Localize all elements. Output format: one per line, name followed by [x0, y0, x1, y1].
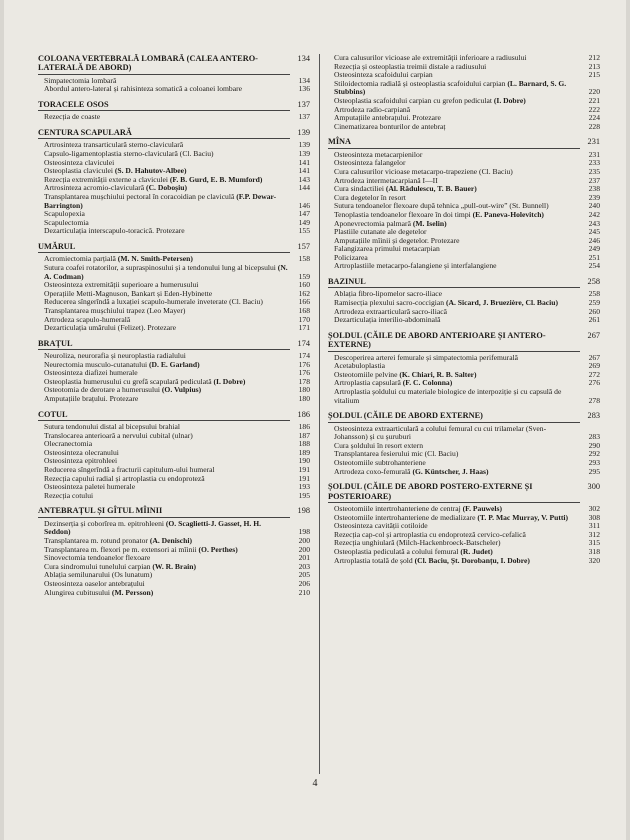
entry-text: Sutura tendonului distal al bicepsului brahial [44, 422, 181, 432]
entry-text: Cura șoldului în resort extern [334, 440, 423, 450]
section-heading [38, 339, 310, 348]
entry-text: Dezarticulația interilio-abdominală [334, 315, 441, 325]
entry-text: Rezecția cotului [44, 490, 94, 500]
entry-text: Tenoplastia tendoanelor flexoare în doi timpi (E. Paneva-Holevitch) [334, 209, 544, 219]
entry-page: 190 [298, 456, 310, 466]
entry-text: Cura degetelor în resort [334, 192, 406, 202]
entry-text: Alungirea cubitusului (M. Persson) [44, 587, 154, 597]
entry-page: 162 [298, 288, 310, 298]
toc-entry [328, 80, 600, 97]
entry-text: Sutura tendoanelor flexoare după tehnica „pull-out-wire” (St. Bunnell) [334, 201, 549, 211]
section-page: 157 [297, 241, 310, 251]
entry-text: Osteoplastia pediculată a colului femural (R. Judet) [334, 546, 493, 556]
entry-text: Simpatectomia lombară [44, 75, 117, 85]
entry-text: Osteosinteza paletei humerale [44, 482, 136, 492]
section-page: 300 [587, 482, 600, 492]
entry-text: Capsulo-ligamentoplastia sterno-claviculară (Cl. Baciu) [44, 149, 214, 158]
entry-text: Artrodeza coxo-femurală (G. Küntscher, J. Haas) [334, 466, 489, 476]
entry-page: 186 [298, 422, 310, 432]
entry-page: 180 [298, 394, 310, 404]
entry-text: Rezecția de coaste [44, 112, 101, 122]
entry-text: Transplantarea mușchiului pectoral în coracoidian pe claviculă (F.P. Dewar-Barrington) [44, 191, 277, 210]
entry-text: Scapulectomia [44, 217, 89, 227]
entry-page: 315 [588, 538, 600, 548]
entry-text: Osteosinteza epitrohleei [44, 456, 118, 466]
entry-text: Artrosinteza acromio-claviculară (C. Doboșiu) [44, 183, 187, 193]
section-heading [38, 410, 310, 419]
entry-text: Transplantarea fesierului mic (Cl. Baciu) [334, 449, 459, 459]
entry-page: 159 [298, 271, 310, 281]
section-page: 137 [297, 100, 310, 109]
entry-text: Neuroliza, neurorafia și neuroplastia radialului [44, 351, 186, 361]
section-heading [38, 242, 310, 251]
entry-text: Cura sindromului tunelului carpian (W. R. Brain) [44, 561, 197, 571]
entry-text: Dezinserția și coborîrea m. epitrohleeni (O. Scaglietti-J. Gasset, H. H. Seddon) [44, 518, 261, 537]
toc-entry [328, 388, 600, 405]
heading-rule [38, 110, 290, 111]
entry-text: Osteosinteza scafoidului carpian [334, 70, 433, 80]
entry-text: Cura calusurilor vicioase metacarpo-trapeziene (Cl. Baciu) [334, 166, 513, 176]
entry-page: 254 [588, 261, 600, 271]
entry-page: 166 [298, 297, 310, 307]
entry-page: 203 [298, 561, 310, 571]
entry-text: Ramisecția plexului sacro-coccigian (A. Sicard, J. Bruezière, Cl. Baciu) [334, 298, 559, 308]
entry-page: 141 [298, 157, 310, 167]
entry-page: 189 [298, 447, 310, 457]
entry-page: 136 [298, 84, 310, 94]
entry-page: 198 [298, 527, 310, 537]
entry-page: 176 [298, 368, 310, 378]
entry-text: Osteotomiile intertrohanteriene de centraj (F. Pauwels) [334, 504, 502, 513]
entry-page: 205 [298, 570, 310, 580]
entry-text: Transplantarea m. flexori pe m. extensori ai mîinii (O. Perthes) [44, 544, 238, 554]
section-page: 139 [297, 128, 310, 137]
toc-entry [38, 264, 310, 281]
entry-page: 213 [588, 61, 600, 71]
entry-text: Osteosinteza oaselor antebrațului [44, 578, 145, 588]
entry-text: Osteotomiile intertrohanteriene de medializare (T. P. Mac Murray, V. Putti) [334, 512, 569, 522]
entry-text: Amputațiile antebrațului. Protezare [334, 113, 441, 123]
section-heading [328, 482, 600, 501]
entry-page: 137 [298, 112, 310, 122]
heading-rule [38, 138, 290, 139]
entry-text: Rezecția extremității externe a claviculei (F. B. Gurd, E. B. Mumford) [44, 174, 263, 184]
entry-page: 139 [298, 140, 310, 150]
entry-page: 178 [298, 376, 310, 386]
section-title: ANTEBRAȚUL ȘI GÎTUL MÎINII [38, 506, 163, 516]
toc-entry [38, 324, 310, 333]
entry-text: Cinematizarea bonturilor de antebraț [334, 121, 446, 131]
entry-page: 143 [298, 174, 310, 184]
section-page: 186 [297, 409, 310, 419]
section-title: ȘOLDUL (CĂILE DE ABORD EXTERNE) [328, 411, 483, 421]
entry-page: 144 [298, 183, 310, 193]
toc-entry [328, 425, 600, 442]
section-heading [328, 411, 600, 420]
toc-entry [38, 589, 310, 598]
heading-rule [328, 287, 580, 288]
entry-text: Policizarea [334, 252, 368, 262]
entry-page: 220 [588, 87, 600, 97]
entry-text: Osteotomiile pelvine (K. Chiari, R. B. Salter) [334, 369, 477, 379]
entry-page: 320 [588, 555, 600, 565]
entry-page: 235 [588, 166, 600, 176]
section-title: BAZINUL [328, 277, 366, 287]
entry-page: 278 [588, 395, 600, 405]
entry-text: Stiloidectomia radială și osteoplastia scafoidului carpian (L. Barnard, S. G. Stubbins) [334, 78, 567, 97]
section-title: CENTURA SCAPULARĂ [38, 128, 132, 137]
section-page: 231 [587, 137, 600, 147]
entry-page: 206 [298, 578, 310, 588]
entry-page: 147 [298, 209, 310, 219]
entry-text: Rezecția unghiulară (Milch-Hackenbroeck-Batscheler) [334, 538, 501, 548]
section-gap [38, 597, 310, 603]
entry-page: 168 [298, 305, 310, 315]
entry-page: 201 [298, 553, 310, 563]
section-page: 174 [297, 338, 310, 348]
entry-page: 239 [588, 192, 600, 202]
entry-page: 243 [588, 218, 600, 228]
heading-rule [328, 422, 580, 423]
toc-entry [38, 492, 310, 501]
entry-text: Osteosinteza extremității superioare a humerusului [44, 280, 199, 290]
entry-page: 188 [298, 439, 310, 449]
entry-text: Osteosinteza diafizei humerale [44, 368, 138, 378]
entry-page: 269 [588, 361, 600, 371]
entry-text: Neurectomia musculo-cutanatului (D. E. Garland) [44, 359, 200, 369]
entry-page: 258 [588, 289, 600, 299]
entry-page: 293 [588, 458, 600, 467]
entry-text: Artrodeza radio-carpiană [334, 104, 411, 114]
entry-page: 290 [588, 440, 600, 450]
entry-text: Artroplastiile metacarpo-falangiene și interfalangiene [334, 261, 497, 271]
entry-text: Cura sindactiliei (Al. Rădulescu, T. B. Bauer) [334, 184, 477, 194]
entry-text: Artrosinteza transarticulară sterno-claviculară [44, 140, 184, 150]
toc-entry [38, 193, 310, 210]
entry-text: Plastiile cutanate ale degetelor [334, 227, 427, 237]
entry-page: 149 [298, 217, 310, 227]
section-title: COTUL [38, 409, 68, 419]
entry-page: 228 [588, 121, 600, 131]
entry-page: 195 [298, 490, 310, 500]
left-column [38, 54, 310, 774]
entry-text: Acromiectomia parțială (M. N. Smith-Petersen) [44, 254, 193, 264]
entry-page: 311 [588, 521, 600, 531]
entry-page: 210 [298, 587, 310, 597]
entry-page: 302 [588, 504, 600, 513]
entry-page: 191 [298, 465, 310, 475]
entry-text: Osteoplastia scafoidului carpian cu grefon pediculat (I. Dobre) [334, 95, 526, 105]
toc-entry [328, 557, 600, 566]
entry-text: Artroplastia capsulară (F. C. Colonna) [334, 378, 453, 388]
heading-rule [38, 74, 290, 75]
entry-page: 249 [588, 244, 600, 254]
entry-page: 212 [588, 54, 600, 62]
entry-page: 242 [588, 209, 600, 219]
entry-page: 221 [588, 95, 600, 105]
entry-page: 259 [588, 298, 600, 308]
entry-text: Osteosinteza metacarpienilor [334, 149, 423, 159]
entry-page: 261 [588, 315, 600, 325]
heading-rule [38, 420, 290, 421]
entry-text: Falangizarea primului metacarpian [334, 244, 440, 254]
entry-text: Reducerea sîngerîndă a fracturii capitulum-ului humeral [44, 465, 215, 475]
entry-page: 176 [298, 359, 310, 369]
entry-page: 238 [588, 184, 600, 194]
entry-text: Scapulopexia [44, 209, 85, 219]
toc-entry [38, 85, 310, 94]
entry-text: Aponevrectomia palmară (M. Iselin) [334, 218, 447, 228]
entry-page: 318 [588, 546, 600, 556]
entry-page: 237 [588, 175, 600, 185]
page-number: 4 [312, 778, 318, 789]
entry-page: 260 [588, 306, 600, 316]
entry-text: Artrodeza intermetacarpiană I—II [334, 175, 438, 185]
entry-page: 160 [298, 280, 310, 290]
entry-page: 170 [298, 314, 310, 324]
entry-text: Abordul antero-lateral și rahisinteza somatică a coloanei lombare [44, 84, 242, 94]
section-heading [328, 331, 600, 350]
section-page: 198 [297, 506, 310, 516]
toc-entry [38, 227, 310, 236]
section-page: 134 [297, 54, 310, 63]
entry-text: Transplantarea mușchiului trapez (Leo Mayer) [44, 305, 186, 315]
entry-page: 308 [588, 512, 600, 522]
section-title: UMĂRUL [38, 241, 76, 251]
entry-text: Osteosinteza extraarticulară a colului femural cu cui trilamelar (Sven-Johansson) și cu șuruburi [334, 423, 547, 442]
entry-page: 240 [588, 201, 600, 211]
section-heading [328, 277, 600, 286]
entry-page: 200 [298, 544, 310, 554]
toc-entry [328, 245, 600, 254]
section-title: BRAȚUL [38, 338, 73, 348]
entry-text: Osteosinteza claviculei [44, 157, 115, 167]
entry-text: Reducerea sîngerîndă a luxației scapulo-humerale inveterate (Cl. Baciu) [44, 297, 263, 307]
entry-page: 187 [298, 430, 310, 440]
entry-text: Osteosinteza olecranului [44, 447, 119, 457]
heading-rule [38, 349, 290, 350]
entry-text: Artroplastia totală de șold (Cl. Baciu, Șt. Dorobanțu, I. Dobre) [334, 555, 530, 565]
entry-text: Dezarticulația umărului (Felizet). Protezare [44, 323, 176, 333]
toc-entry [328, 316, 600, 325]
entry-text: Descoperirea arterei femurale și simpatectomia perifemurală [334, 352, 519, 362]
section-title: COLOANA VERTEBRALĂ LOMBARĂ (CALEA ANTERO-LATERALĂ DE ABORD) [38, 54, 258, 73]
entry-text: Rezecția capului radial și artroplastia cu endoproteză [44, 473, 205, 483]
entry-text: Osteoplastia claviculei (S. D. Hahutov-Albee) [44, 166, 187, 176]
entry-text: Osteosinteza cavității cotiloide [334, 521, 428, 531]
entry-page: 224 [588, 113, 600, 123]
toc-entry [328, 262, 600, 271]
section-heading [328, 137, 600, 146]
entry-page: 295 [588, 466, 600, 476]
toc-entry [328, 468, 600, 477]
entry-text: Osteosinteza falangelor [334, 158, 406, 168]
section-heading [38, 128, 310, 137]
entry-page: 283 [588, 432, 600, 442]
book-page [4, 0, 626, 840]
entry-page: 141 [298, 166, 310, 176]
section-heading [38, 54, 310, 73]
entry-page: 251 [588, 252, 600, 262]
entry-text: Artrodeza scapulo-humerală [44, 314, 131, 324]
section-title: ȘOLDUL (CĂILE DE ABORD POSTERO-EXTERNE ȘI POSTERIOARE) [328, 482, 533, 501]
entry-text: Dezarticulația interscapulo-toracică. Protezare [44, 226, 185, 236]
entry-page: 267 [588, 352, 600, 362]
entry-page: 246 [588, 235, 600, 245]
entry-text: Sinovectomia tendoanelor flexoare [44, 553, 151, 563]
section-page: 267 [587, 330, 600, 340]
entry-text: Artroplastia șoldului cu materiale biologice de interpoziție și cu capsulă de vitalium [334, 387, 562, 405]
toc-entry [38, 113, 310, 122]
section-title: ȘOLDUL (CĂILE DE ABORD ANTERIOARE ȘI ANTERO-EXTERNE) [328, 330, 546, 350]
entry-page: 155 [298, 226, 310, 236]
table-of-contents [38, 54, 600, 774]
entry-text: Ablația semilunarului (Os lunatum) [44, 570, 153, 580]
entry-page: 193 [298, 482, 310, 492]
entry-page: 171 [298, 323, 310, 333]
entry-text: Rezecția și osteoplastia treimii distale a radiusului [334, 61, 487, 71]
section-title: TORACELE OSOS [38, 100, 109, 109]
entry-text: Operațiile Metti-Magnuson, Bankart și Eden-Hybinette [44, 288, 213, 298]
toc-entry [38, 520, 310, 537]
entry-text: Transplantarea m. rotund pronator (A. Denischi) [44, 536, 192, 545]
section-page: 258 [587, 277, 600, 287]
entry-page: 146 [298, 200, 310, 210]
entry-page: 292 [588, 449, 600, 459]
entry-page: 276 [588, 378, 600, 388]
section-heading [38, 100, 310, 109]
entry-text: Sutura coafei rotatorilor, a supraspinosului și a tendonului lung al bicepsului (N. A. Codman) [44, 262, 288, 281]
entry-page: 200 [298, 536, 310, 545]
toc-entry [38, 395, 310, 404]
section-title: MÎNA [328, 137, 352, 147]
entry-text: Translocarea anterioară a nervului cubital (ulnar) [44, 430, 193, 440]
entry-text: Amputațiile mîinii și degetelor. Protezare [334, 235, 460, 245]
entry-page: 139 [298, 149, 310, 158]
entry-text: Osteoplastia humerusului cu grefă scapulară pediculată (I. Dobre) [44, 376, 246, 386]
entry-text: Amputațiile brațului. Protezare [44, 394, 139, 404]
entry-text: Acetabuloplastia [334, 361, 386, 371]
heading-rule [38, 517, 290, 518]
entry-text: Ablația fibro-lipomelor sacro-iliace [334, 289, 442, 299]
entry-page: 191 [298, 473, 310, 483]
entry-page: 158 [298, 254, 310, 264]
entry-page: 272 [588, 369, 600, 379]
entry-page: 233 [588, 158, 600, 168]
heading-rule [328, 351, 580, 352]
entry-text: Rezecția cap-col și artroplastia cu endoproteză cervico-cefalică [334, 529, 526, 539]
column-divider [319, 54, 320, 774]
entry-text: Osteotomia de derotare a humerusului (O. Vulpius) [44, 385, 202, 395]
entry-page: 231 [588, 149, 600, 159]
heading-rule [328, 148, 580, 149]
entry-page: 215 [588, 70, 600, 80]
entry-page: 134 [298, 75, 310, 85]
entry-text: Artrodeza extraarticulară sacro-iliacă [334, 306, 447, 316]
entry-text: Osteotomiile subtrohanteriene [334, 458, 426, 467]
right-column [328, 54, 600, 774]
entry-text: Olecranectomia [44, 439, 93, 449]
entry-page: 174 [298, 351, 310, 361]
section-page: 283 [587, 411, 600, 421]
entry-page: 245 [588, 227, 600, 237]
section-heading [38, 506, 310, 515]
heading-rule [38, 252, 290, 253]
toc-entry [328, 123, 600, 132]
entry-page: 222 [588, 104, 600, 114]
entry-text: Cura calusurilor vicioase ale extremității inferioare a radiusului [334, 54, 527, 62]
entry-page: 180 [298, 385, 310, 395]
section-gap [328, 565, 600, 571]
entry-page: 312 [588, 529, 600, 539]
heading-rule [328, 502, 580, 503]
